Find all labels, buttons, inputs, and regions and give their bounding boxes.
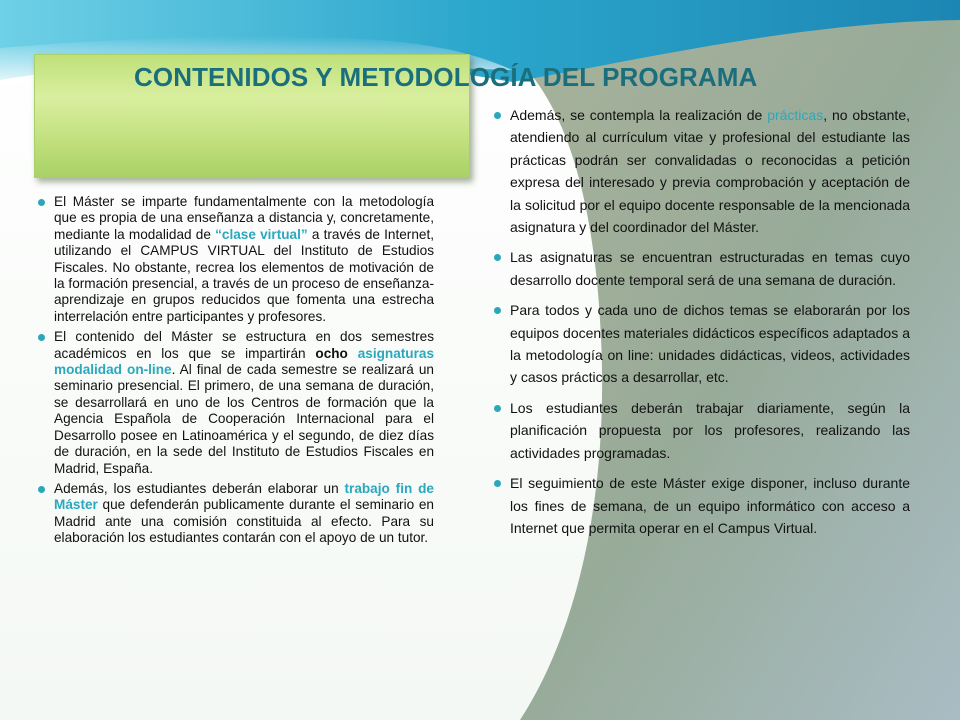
item-bold: ocho	[315, 345, 348, 361]
list-item	[38, 194, 434, 325]
list-item	[38, 481, 434, 547]
item-text: El Máster se imparte fundamentalmente con la metodología que es propia de una enseñanza a distancia y, concretamente, mediante la modalidad de	[54, 194, 434, 242]
item-highlight: asignaturas modalidad on-line	[54, 345, 435, 378]
item-text: Los estudiantes deberán trabajar diariamente, según la planificación propuesta por los profesores, realizando las actividades programadas.	[510, 399, 910, 461]
list-item	[494, 299, 910, 389]
list-item	[494, 246, 910, 291]
left-column	[38, 194, 434, 551]
item-text: Además, los estudiantes deberán elaborar un	[54, 480, 345, 496]
item-text: a través de Internet, utilizando el CAMPUS VIRTUAL del Instituto de Estudios Fiscales. No obstante, recrea los elementos de motivación de la formación presencial, a través de un proceso de enseñanza-aprendizaje en grupos reducidos que fomenta una estrecha interrelación entre participantes y profesores.	[54, 226, 434, 324]
item-text: . Al final de cada semestre se realizará un seminario presencial. El primero, de una semana de duración, se desarrollará en uno de los Centros de formación que la Agencia Española de Cooperación Internacional para el Desarrollo posee en Latinoamérica y el segundo, de diez días de duración, en la sede del Instituto de Estudios Fiscales en Madrid, España.	[54, 362, 434, 476]
list-item	[494, 472, 910, 539]
item-text: El contenido del Máster se estructura en dos semestres académicos en los que se impartirán	[54, 329, 434, 361]
item-highlight: “clase virtual”	[215, 226, 308, 242]
right-column	[494, 104, 910, 547]
item-highlight: trabajo fin de Máster	[54, 480, 434, 513]
item-text: Para todos y cada uno de dichos temas se elaborarán por los equipos docentes materiales didácticos específicos adaptados a la metodología on line: unidades didácticas, videos, actividades y casos prácticos a desarrollar, etc.	[510, 302, 910, 386]
item-highlight: prácticas	[767, 107, 824, 123]
list-item	[494, 397, 910, 464]
slide-title: CONTENIDOS Y METODOLOGÍA DEL PROGRAMA	[134, 62, 758, 92]
item-text: que defenderán publicamente durante el seminario en Madrid ante una comisión constituida al efecto. Para su elaboración los estudiantes contarán con el apoyo de un tutor.	[54, 497, 434, 546]
item-text: El seguimiento de este Máster exige disponer, incluso durante los fines de semana, de un equipo informático con acceso a Internet que permita operar en el Campus Virtual.	[510, 475, 910, 536]
list-item	[38, 329, 434, 477]
list-item	[494, 104, 910, 238]
item-text: Las asignaturas se encuentran estructuradas en temas cuyo desarrollo docente temporal será de una semana de duración.	[510, 249, 910, 288]
item-text: , no obstante, atendiendo al currículum vitae y profesional del estudiante las prácticas podrán ser convalidadas o reconocidas a petición expresa del interesado y previa comprobación y aceptación de la solicitud por el equipo docente responsable de la mencionada asignatura y del coordinador del Máster.	[510, 107, 911, 236]
item-text: Además, se contempla la realización de	[510, 107, 768, 123]
